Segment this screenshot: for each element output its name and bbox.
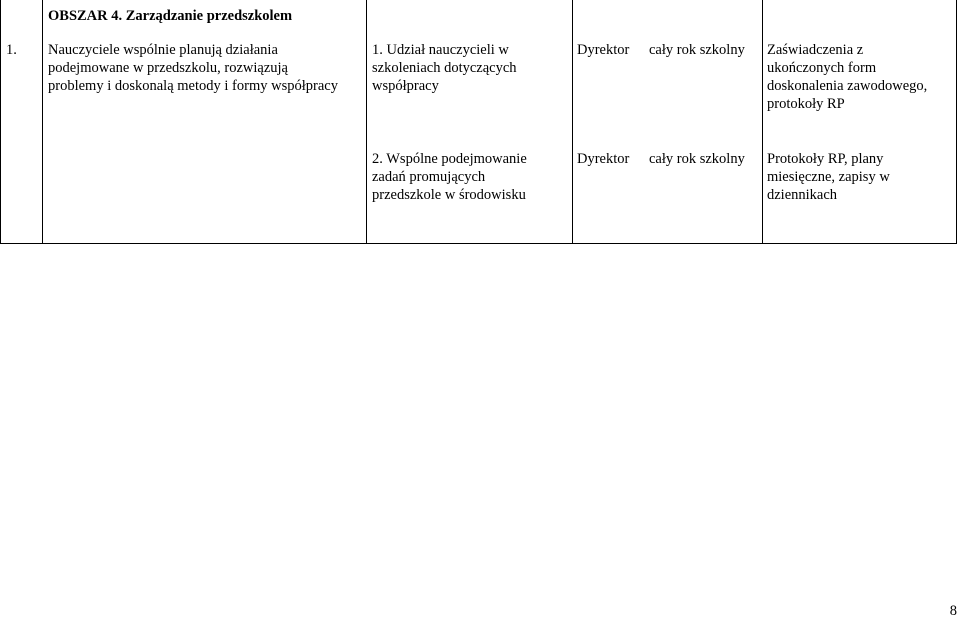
evidence-1-line-1: Zaświadczenia z — [767, 42, 864, 58]
evidence-1-line-3: doskonalenia zawodowego, — [767, 78, 928, 94]
table-border-right — [956, 0, 957, 244]
task-2-line-2: zadań promujących — [372, 169, 486, 185]
column-divider-3 — [572, 0, 573, 244]
page-number: 8 — [949, 603, 957, 619]
deadline-2: cały rok szkolny — [649, 151, 745, 167]
responsible-1: Dyrektor — [577, 42, 630, 58]
task-2-line-3: przedszkole w środowisku — [372, 187, 526, 203]
evidence-2-line-2: miesięczne, zapisy w — [767, 169, 890, 185]
task-1-line-2: szkoleniach dotyczących — [372, 60, 517, 76]
column-divider-4 — [762, 0, 763, 244]
table-border-bottom — [0, 243, 957, 244]
evidence-2-line-1: Protokoły RP, plany — [767, 151, 884, 167]
goal-line-3: problemy i doskonalą metody i formy współpracy — [48, 78, 338, 94]
task-1-line-1: 1. Udział nauczycieli w — [372, 42, 509, 58]
evidence-2-line-3: dziennikach — [767, 187, 838, 203]
goal-line-2: podejmowane w przedszkolu, rozwiązują — [48, 60, 288, 76]
evidence-1-line-2: ukończonych form — [767, 60, 877, 76]
column-divider-1 — [42, 0, 43, 244]
deadline-1: cały rok szkolny — [649, 42, 745, 58]
task-1-line-3: współpracy — [372, 78, 439, 94]
column-divider-2 — [366, 0, 367, 244]
table-border-left — [0, 0, 1, 244]
goal-line-1: Nauczyciele wspólnie planują działania — [48, 42, 278, 58]
section-number: 1. — [6, 42, 17, 58]
evidence-1-line-4: protokoły RP — [767, 96, 845, 112]
section-heading: OBSZAR 4. Zarządzanie przedszkolem — [48, 8, 293, 24]
task-2-line-1: 2. Wspólne podejmowanie — [372, 151, 527, 167]
responsible-2: Dyrektor — [577, 151, 630, 167]
